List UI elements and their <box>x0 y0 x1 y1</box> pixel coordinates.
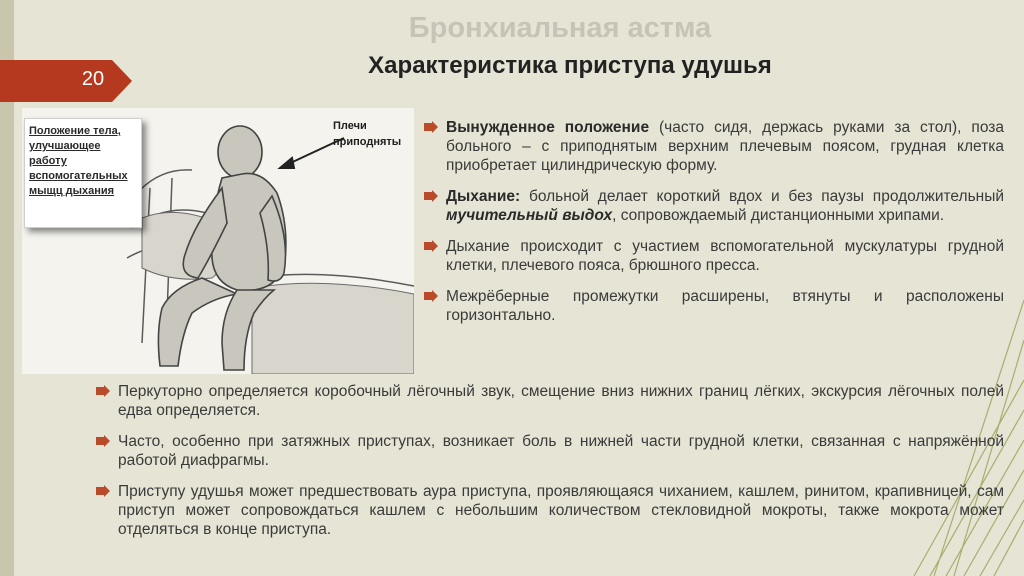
bullet-lead: Вынужденное положение <box>446 119 650 136</box>
slide-super-title: Бронхиальная астма <box>408 12 712 44</box>
bullet-text: (часто сидя, держась руками за стол), поза больного – с приподнятым верхним плечевым поясом, грудная клетка приобретает цилиндрическую форму. <box>446 119 1004 174</box>
bullet-text: Приступу удушья может предшествовать аура приступа, проявляющаяся чиханием, кашлем, ринитом, крапивницей, сам приступ может сопровождаться кашлем с небольшим количеством стекловидной мокроты, также мокрота может отделяться в конце приступа. <box>118 483 1004 538</box>
bullet-arrow-icon <box>96 385 110 397</box>
bullet-arrow-icon <box>424 121 438 133</box>
list-item <box>92 482 1004 539</box>
slide-number: 20 <box>81 68 105 90</box>
bullet-text: Межрёберные промежутки расширены, втянуты и расположены горизонтально. <box>446 288 1004 324</box>
list-item <box>420 237 1004 275</box>
bullet-text: Дыхание происходит с участием вспомогательной мускулатуры грудной клетки, плечевого пояса, брюшного пресса. <box>446 238 1004 274</box>
list-item <box>92 432 1004 470</box>
list-item <box>420 187 1004 225</box>
bullet-text: , сопровождаемый дистанционными хрипами. <box>612 207 945 224</box>
slide-number-badge <box>0 60 132 102</box>
bullet-arrow-icon <box>424 290 438 302</box>
bullet-arrow-icon <box>424 190 438 202</box>
bullet-arrow-icon <box>96 435 110 447</box>
bullet-lead: Дыхание: <box>446 188 521 205</box>
bullet-text: Перкуторно определяется коробочный лёгочный звук, смещение вниз нижних границ лёгких, экскурсия лёгочных полей едва определяется. <box>118 383 1004 419</box>
bullet-text: больной делает короткий вдох и без паузы продолжительный <box>520 188 1004 205</box>
slide-title: Характеристика приступа удушья <box>368 52 772 79</box>
list-item <box>92 382 1004 420</box>
bullet-emphasis: мучительный выдох <box>446 207 613 224</box>
body-position-callout: Положение тела, улучшающее работу вспомогательных мыщц дыхания <box>24 118 142 228</box>
shoulders-raised-label: Плечи приподняты <box>333 120 402 148</box>
bullet-list-right <box>420 118 1004 337</box>
bullet-list-bottom <box>92 382 1004 551</box>
list-item <box>420 118 1004 175</box>
list-item <box>420 287 1004 325</box>
bullet-arrow-icon <box>96 485 110 497</box>
bullet-arrow-icon <box>424 240 438 252</box>
bullet-text: Часто, особенно при затяжных приступах, возникает боль в нижней части грудной клетки, связанная с напряжённой работой диафрагмы. <box>118 433 1004 469</box>
